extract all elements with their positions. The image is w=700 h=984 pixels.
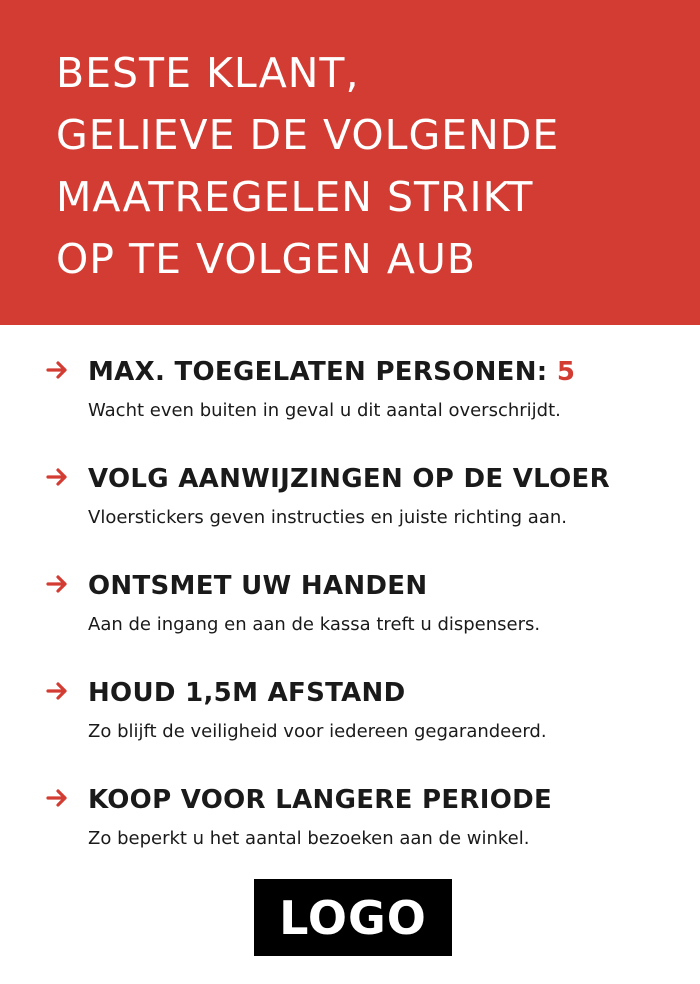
arrow-right-icon xyxy=(46,359,70,381)
header-line-2: GELIEVE DE VOLGENDE xyxy=(56,111,560,159)
rule-max-persons xyxy=(0,354,700,461)
rule-title xyxy=(88,354,575,390)
rule-description: Wacht even buiten in geval u dit aantal overschrijdt. xyxy=(88,400,561,421)
rule-disinfect-hands xyxy=(0,568,700,675)
header-line-1: BESTE KLANT, xyxy=(56,49,360,97)
logo-text: LOGO xyxy=(279,890,427,945)
rule-title: KOOP VOOR LANGERE PERIODE xyxy=(88,785,553,815)
arrow-right-icon xyxy=(46,787,70,809)
rule-title-text: MAX. TOEGELATEN PERSONEN: xyxy=(88,357,548,387)
rule-buy-longer-period xyxy=(0,782,700,889)
arrow-right-icon xyxy=(46,680,70,702)
rule-description: Vloerstickers geven instructies en juiste richting aan. xyxy=(88,507,567,528)
header-line-4: OP TE VOLGEN AUB xyxy=(56,235,477,283)
rule-title: HOUD 1,5M AFSTAND xyxy=(88,678,406,708)
rule-floor-guidance xyxy=(0,461,700,568)
arrow-right-icon xyxy=(46,466,70,488)
arrow-right-icon xyxy=(46,573,70,595)
max-persons-value: 5 xyxy=(556,357,576,387)
rule-description: Aan de ingang en aan de kassa treft u dispensers. xyxy=(88,614,541,635)
rule-keep-distance xyxy=(0,675,700,782)
rule-description: Zo blijft de veiligheid voor iedereen gegarandeerd. xyxy=(88,721,547,742)
rule-description: Zo beperkt u het aantal bezoeken aan de winkel. xyxy=(88,828,530,849)
header-banner xyxy=(0,0,700,325)
logo xyxy=(254,879,452,956)
rules-list xyxy=(0,354,700,889)
rule-title: ONTSMET UW HANDEN xyxy=(88,571,428,601)
header-line-3: MAATREGELEN STRIKT xyxy=(56,173,534,221)
rule-title: VOLG AANWIJZINGEN OP DE VLOER xyxy=(88,464,610,494)
